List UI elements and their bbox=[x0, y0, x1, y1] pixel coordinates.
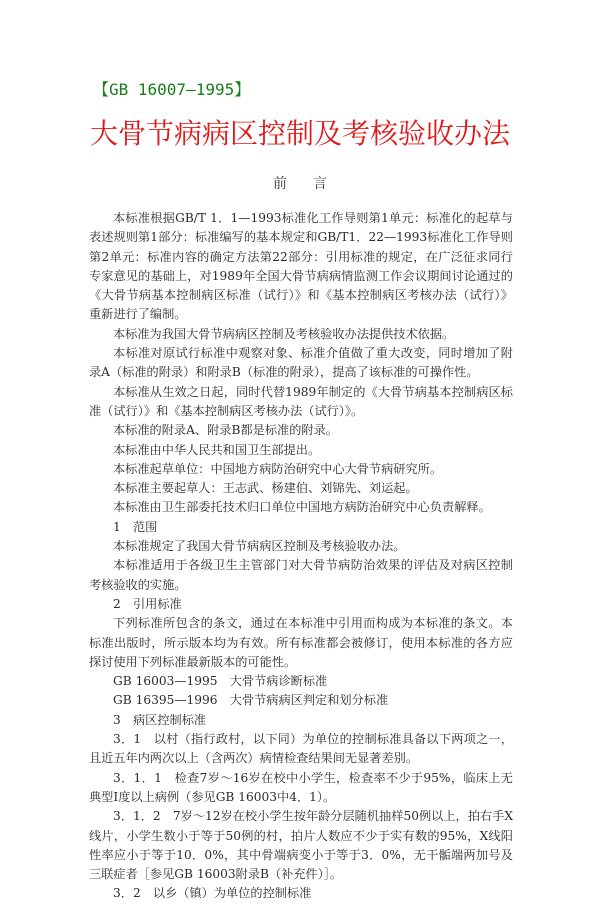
paragraph: 本标准为我国大骨节病病区控制及考核验收办法提供技术依据。 bbox=[113, 326, 455, 341]
paragraph: 下列标准所包含的条文，通过在本标准中引用而构成为本标准的条文。本标准出版时，所示版本均为有效。所有标准都会被修订，使用本标准的各方应探讨使用下列标准最新版本的可能性。 bbox=[89, 616, 513, 669]
paragraph: 本标准从生效之日起，同时代替1989年制定的《大骨节病基本控制病区标准（试行）》和《基本控制病区考核办法（试行）》。 bbox=[89, 384, 513, 418]
standard-code: 【GB 16007—1995】 bbox=[93, 80, 251, 99]
clause: 3．1．1 检查7岁～16岁在校中小学生，检查率不少于95%，临床上无典型Ⅰ度以上病例（参见GB 16003中4．1）。 bbox=[89, 770, 513, 804]
paragraph: 本标准对原试行标准中观察对象、标准介值做了重大改变，同时增加了附录A（标准的附录）和附录B（标准的附录），提高了该标准的可操作性。 bbox=[89, 346, 513, 380]
paragraph: 本标准的附录A、附录B都是标准的附录。 bbox=[113, 423, 338, 438]
paragraph: 本标准主要起草人：王志武、杨建伯、刘锦先、刘运起。 bbox=[113, 481, 418, 496]
paragraph: 本标准规定了我国大骨节病病区控制及考核验收办法。 bbox=[113, 539, 406, 554]
paragraph: 本标准起草单位：中国地方病防治研究中心大骨节病研究所。 bbox=[113, 461, 443, 476]
document-title: 大骨节病病区控制及考核验收办法 bbox=[89, 117, 510, 150]
paragraph: 本标准由卫生部委托技术归口单位中国地方病防治研究中心负责解释。 bbox=[113, 500, 491, 515]
clause: 3．1 以村（指行政村，以下同）为单位的控制标准具备以下两项之一，且近五年内两次以上（含两次）病情检查结果间无显著差别。 bbox=[89, 732, 513, 766]
paragraph: 本标准根据GB/T 1．1—1993标准化工作导则第1单元：标准化的起草与表述规则第1部分：标准编写的基本规定和GB/T1．22—1993标准化工作导则第2单元：标准内容的确定方法第22部分：引用标准的规定，在广泛征求同行专家意见的基础上，对1989年全国大骨节病病情监测工作会议期间讨论通过的《大骨节病基本控制病区标准（试行）》和《基本控制病区考核办法（试行）》重新进行了编制。 bbox=[89, 211, 513, 322]
clause: 3．1．2 7岁～12岁在校小学生按年龄分层随机抽样50例以上，拍右手X线片，小学生数小于等于50例的村，拍片人数应不少于实有数的95%，X线阳性率应小于等于10．0%，其中骨端病变小于等于3．0%，无干骺端两加号及三联症者［参见GB 16003附录B（补充件）］。 bbox=[89, 809, 513, 882]
foreword-heading: 前言 bbox=[273, 176, 353, 192]
paragraph: 本标准适用于各级卫生主管部门对大骨节病防治效果的评估及对病区控制考核验收的实施。 bbox=[89, 558, 513, 592]
reference-item: GB 16003—1995 大骨节病诊断标准 bbox=[113, 674, 328, 689]
section-heading-1: 1 范围 bbox=[113, 519, 158, 534]
document-body bbox=[89, 209, 513, 904]
section-heading-3: 3 病区控制标准 bbox=[113, 712, 207, 727]
section-heading-2: 2 引用标准 bbox=[113, 596, 182, 611]
clause: 3．2 以乡（镇）为单位的控制标准 bbox=[113, 886, 312, 901]
reference-item: GB 16395—1996 大骨节病病区判定和划分标准 bbox=[113, 693, 389, 708]
paragraph: 本标准由中华人民共和国卫生部提出。 bbox=[113, 442, 321, 457]
